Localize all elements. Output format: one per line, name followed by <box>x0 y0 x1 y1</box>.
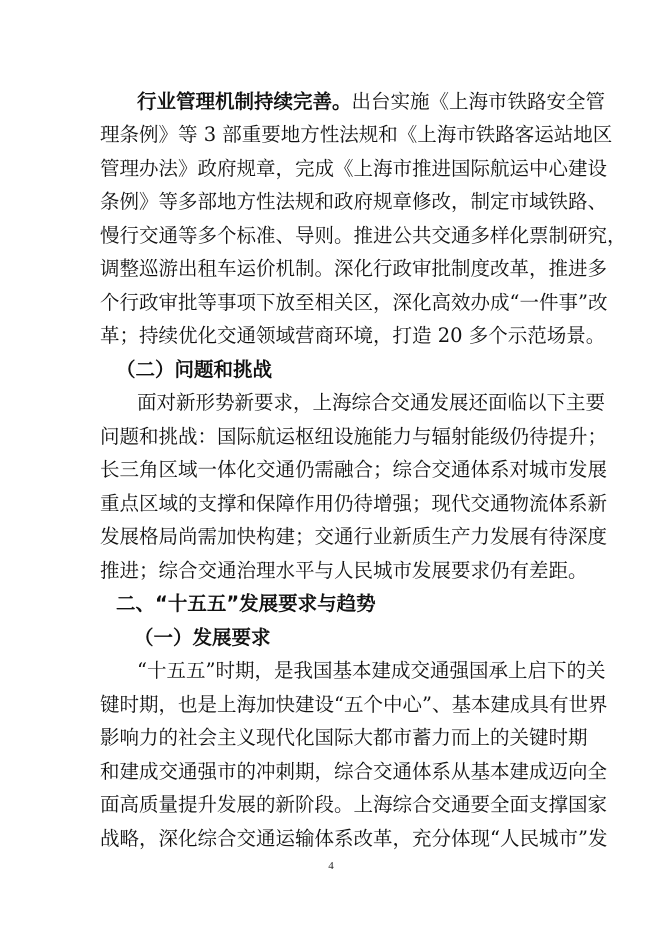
paragraph-line: 管理办法》政府规章，完成《上海市推进国际航运中心建设 <box>100 157 608 180</box>
paragraph-line: 重点区域的支撑和保障作用仍待增强；现代交通物流体系新 <box>100 492 608 515</box>
paragraph-line <box>137 88 606 116</box>
subsection-heading: （二）问题和挑战 <box>116 358 273 381</box>
section-heading: 二、“十五五”发展要求与趋势 <box>116 592 376 615</box>
paragraph-text: 出台实施《上海市铁路安全管 <box>351 90 606 113</box>
paragraph-line: 慢行交通等多个标准、导则。推进公共交通多样化票制研究， <box>100 224 627 247</box>
paragraph-line: 键时期，也是上海加快建设“五个中心”、基本建成具有世界 <box>100 693 608 716</box>
paragraph-line: 影响力的社会主义现代化国际大都市蓄力而上的关键时期 <box>100 726 588 749</box>
paragraph-line: 个行政审批等事项下放至相关区，深化高效办成“一件事”改 <box>100 291 608 314</box>
paragraph-line: 调整巡游出租车运价机制。深化行政审批制度改革，推进多 <box>100 257 608 280</box>
paragraph-line: 面对新形势新要求，上海综合交通发展还面临以下主要 <box>137 391 606 414</box>
paragraph-lead: 行业管理机制持续完善。 <box>137 90 352 113</box>
paragraph-line: 和建成交通强市的冲刺期，综合交通体系从基本建成迈向全 <box>100 760 608 783</box>
paragraph-line: 长三角区域一体化交通仍需融合；综合交通体系对城市发展 <box>100 458 608 481</box>
page-number: 4 <box>328 860 334 872</box>
paragraph-line: 条例》等多部地方性法规和政府规章修改，制定市域铁路、 <box>100 190 608 213</box>
paragraph-line: “十五五”时期，是我国基本建成交通强国承上启下的关 <box>137 659 606 682</box>
paragraph-line: 问题和挑战：国际航运枢纽设施能力与辐射能级仍待提升； <box>100 425 608 448</box>
paragraph-line: 战略，深化综合交通运输体系改革，充分体现“人民城市”发 <box>100 827 608 850</box>
paragraph-line: 理条例》等 3 部重要地方性法规和《上海市铁路客运站地区 <box>100 123 613 146</box>
paragraph-line: 面高质量提升发展的新阶段。上海综合交通要全面支撑国家 <box>100 793 608 816</box>
paragraph-line: 革；持续优化交通领域营商环境，打造 20 多个示范场景。 <box>100 324 606 347</box>
paragraph-line: 发展格局尚需加快构建；交通行业新质生产力发展有待深度 <box>100 525 608 548</box>
paragraph-line: 推进；综合交通治理水平与人民城市发展要求仍有差距。 <box>100 559 588 582</box>
subsection-heading: （一）发展要求 <box>134 626 271 649</box>
